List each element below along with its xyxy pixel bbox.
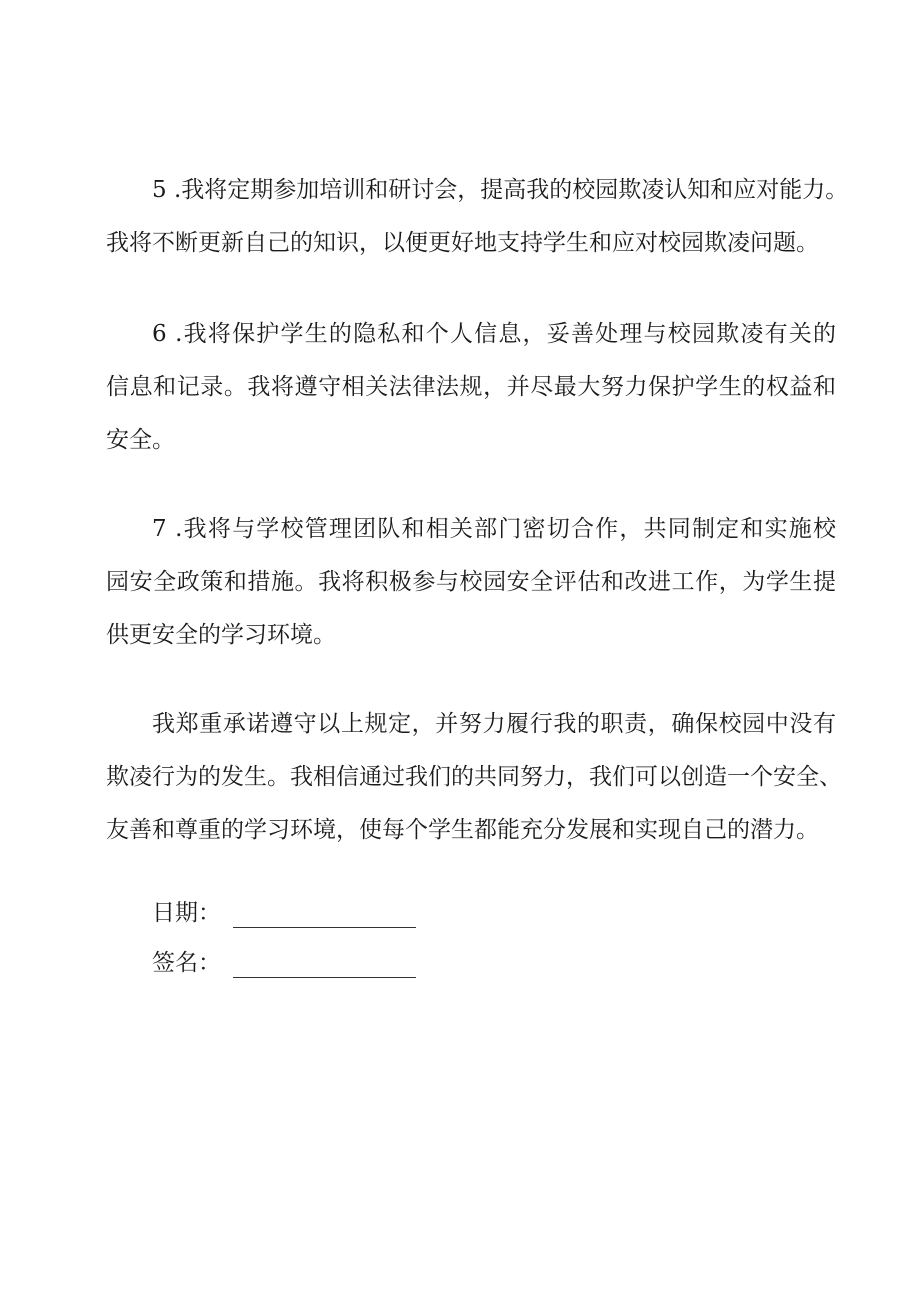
paragraph-line: 供更安全的学习环境。 <box>106 622 336 648</box>
paragraph-line: 5 .我将定期参加培训和研讨会，提高我的校园欺凌认知和应对能力。 <box>152 177 849 203</box>
paragraph-line: 园安全政策和措施。我将积极参与校园安全评估和改进工作，为学生提 <box>106 569 836 595</box>
paragraph-item-6 <box>106 308 836 467</box>
paragraph-line: 信息和记录。我将遵守相关法律法规，并尽最大努力保护学生的权益和 <box>106 374 836 400</box>
paragraph-closing <box>106 698 842 857</box>
paragraph-line: 我将不断更新自己的知识，以便更好地支持学生和应对校园欺凌问题。 <box>106 230 819 256</box>
signature-label: 签名： <box>152 950 221 976</box>
paragraph-line: 欺凌行为的发生。我相信通过我们的共同努力，我们可以创造一个安全、 <box>106 764 842 790</box>
date-blank-line[interactable] <box>233 901 416 928</box>
paragraph-line: 我郑重承诺遵守以上规定，并努力履行我的职责，确保校园中没有 <box>152 711 836 737</box>
date-label: 日期： <box>152 900 221 926</box>
signature-blank-line[interactable] <box>233 951 416 978</box>
paragraph-item-7 <box>106 503 836 662</box>
signature-field-row <box>152 948 416 978</box>
paragraph-line: 友善和尊重的学习环境，使每个学生都能充分发展和实现自己的潜力。 <box>106 817 819 843</box>
paragraph-item-5 <box>106 164 849 270</box>
paragraph-line: 7 .我将与学校管理团队和相关部门密切合作，共同制定和实施校 <box>152 516 836 542</box>
date-field-row <box>152 898 416 928</box>
paragraph-line: 安全。 <box>106 427 175 453</box>
paragraph-line: 6 .我将保护学生的隐私和个人信息，妥善处理与校园欺凌有关的 <box>152 321 836 347</box>
